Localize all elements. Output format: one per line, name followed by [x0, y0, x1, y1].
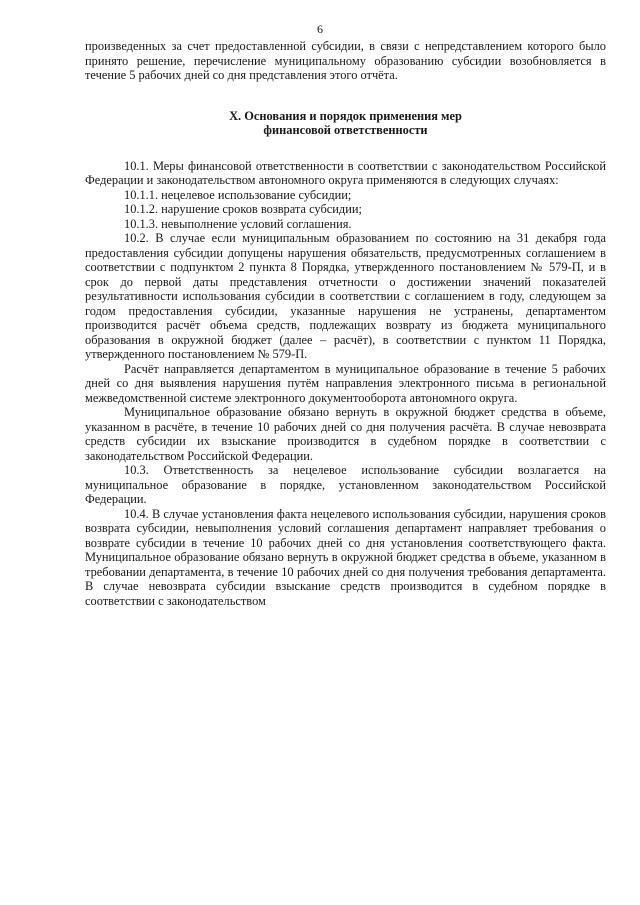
- paragraph-return-obligation: Муниципальное образование обязано вернуть в окружной бюджет средства в объеме, указанном в расчёте, в течение 10 рабочих дней со дня получения расчёта. В случае невозврата средств субсидии их взыскание производится в судебном порядке в соответствии с законодательством Российской Федерации.: [85, 405, 606, 463]
- paragraph-10-2: 10.2. В случае если муниципальным образованием по состоянию на 31 декабря года предоставления субсидии допущены нарушения обязательств, предусмотренных соглашением в соответствии с подпунктом 2 пункта 8 Порядка, утвержденного постановлением № 579-П, и в срок до первой даты представления отчетности о достижении значений показателей результативности использования субсидии в соответствии с соглашением в году, следующем за годом предоставления субсидии, указанные нарушения не устранены, департаментом производится расчёт объема средств, подлежащих возврату из бюджета муниципального образования в окружной бюджет (далее – расчёт), в соответствии с пунктом 11 Порядка, утвержденного постановлением № 579-П.: [85, 231, 606, 361]
- document-body: [85, 39, 606, 608]
- paragraph-10-4: 10.4. В случае установления факта нецелевого использования субсидии, нарушения сроков возврата субсидии, невыполнения условий соглашения департамент направляет требования о возврате субсидии в течение 10 рабочих дней со дня установления соответствующего факта. Муниципальное образование обязано вернуть в окружной бюджет средства в объеме, указанном в требовании департамента, в течение 10 рабочих дней со дня получения требования департамента. В случае невозврата субсидии взыскание средств производится в судебном порядке в соответствии с законодательством: [85, 506, 606, 608]
- section-heading: [85, 109, 606, 138]
- paragraph-10-1-3: 10.1.3. невыполнение условий соглашения.: [124, 216, 352, 231]
- paragraph-10-3: 10.3. Ответственность за нецелевое использование субсидии возлагается на муниципальное образование в порядке, установленном законодательством Российской Федерации.: [85, 463, 606, 506]
- intro-paragraph: произведенных за счет предоставленной субсидии, в связи с непредставлением которого было принято решение, перечисление муниципальному образованию субсидии возобновляется в течение 5 рабочих дней со дня представления этого отчёта.: [85, 39, 606, 82]
- page-number: 6: [317, 22, 323, 36]
- paragraph-calculation-sending: Расчёт направляется департаментом в муниципальное образование в течение 5 рабочих дней со дня выявления нарушения путём направления электронного письма в региональной межведомственной системе электронного документооборота автономного округа.: [85, 361, 606, 405]
- paragraph-10-1-1: 10.1.1. нецелевое использование субсидии;: [124, 187, 352, 202]
- section-title-line-1: X. Основания и порядок применения мер: [229, 108, 462, 123]
- paragraph-10-1-2: 10.1.2. нарушение сроков возврата субсидии;: [124, 202, 362, 216]
- section-title-line-2: финансовой ответственности: [263, 123, 428, 137]
- paragraph-10-1: 10.1. Меры финансовой ответственности в соответствии с законодательством Российской Федерации и законодательством автономного округа применяются в следующих случаях:: [85, 158, 606, 187]
